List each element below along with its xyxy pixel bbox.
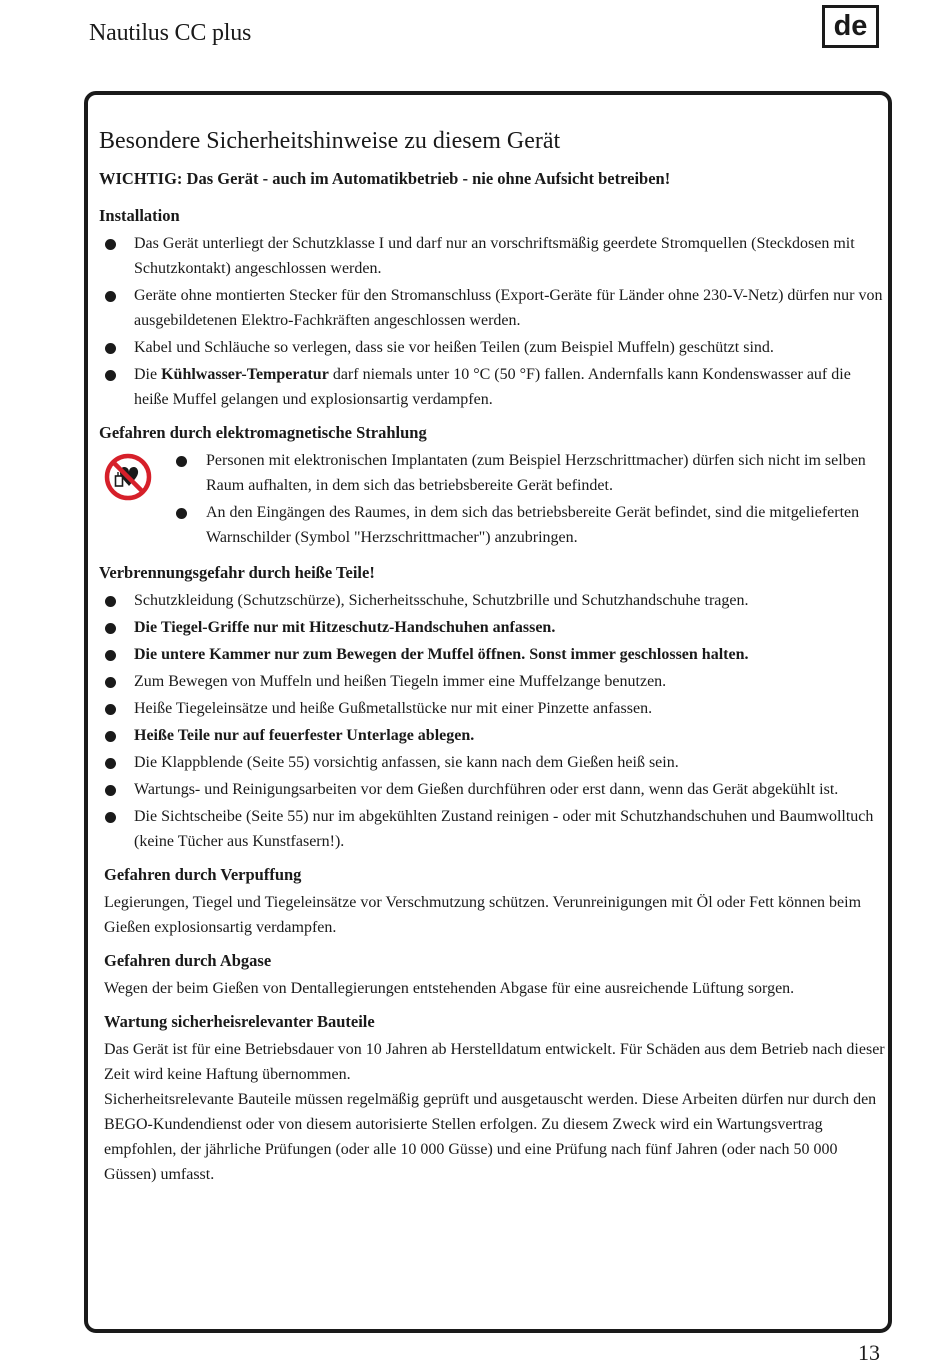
maintenance-text-1: Das Gerät ist für eine Betriebsdauer von 10 Jahren ab Herstelldatum entwickelt. Für Schäden aus dem Betrieb nach dieser Zeit wird keine Haftung übernommen.: [104, 1041, 885, 1083]
list-item: Heiße Tiegeleinsätze und heiße Gußmetallstücke nur mit einer Pinzette anfassen.: [99, 696, 889, 721]
maintenance-heading: Wartung sicherheisrelevanter Bauteile: [104, 1012, 375, 1031]
list-item: Wartungs- und Reinigungsarbeiten vor dem Gießen durchführen oder erst dann, wenn das Gerät abgekühlt ist.: [99, 777, 889, 802]
emr-list: [170, 448, 889, 552]
list-item: Heiße Teile nur auf feuerfester Unterlage ablegen.: [99, 723, 889, 748]
document-title: Nautilus CC plus: [89, 20, 252, 46]
list-item: Kabel und Schläuche so verlegen, dass sie vor heißen Teilen (zum Beispiel Muffeln) geschützt sind.: [99, 335, 889, 360]
coolant-emphasis: Kühlwasser-Temperatur: [161, 366, 329, 383]
list-item: Das Gerät unterliegt der Schutzklasse I und darf nur an vorschriftsmäßig geerdete Stromquellen (Steckdosen mit Schutzkontakt) angeschlossen werden.: [99, 231, 889, 281]
page-number: 13: [858, 1340, 880, 1365]
installation-list: [99, 231, 889, 412]
burns-list: [99, 588, 889, 854]
list-item: Personen mit elektronischen Implantaten (zum Beispiel Herzschrittmacher) dürfen sich nicht im selben Raum aufhalten, in dem sich das betriebsbereite Gerät befindet.: [170, 448, 889, 498]
coolant-prefix: Die: [134, 366, 162, 383]
list-item: [99, 362, 889, 412]
burns-heading: Verbrennungsgefahr durch heiße Teile!: [99, 563, 375, 582]
list-item: Die Tiegel-Griffe nur mit Hitzeschutz-Handschuhen anfassen.: [99, 615, 889, 640]
installation-heading: Installation: [99, 206, 180, 225]
emr-section: [99, 448, 889, 552]
exhaust-text: Wegen der beim Gießen von Dentallegierungen entstehenden Abgase für eine ausreichende Lüftung sorgen.: [104, 980, 795, 997]
no-pacemaker-icon: [103, 452, 153, 502]
maintenance-text-2: Sicherheitsrelevante Bauteile müssen regelmäßig geprüft und ausgetauscht werden. Diese Arbeiten dürfen nur durch den BEGO-Kundendienst oder von diesem autorisierte Stellen erfolgen. Zu diesem Zweck wird ein Wartungsvertrag empfohlen, der jährliche Prüfungen (oder alle 10 000 Güsse) und eine Prüfung nach fünf Jahren (oder nach 50 000 Güssen) umfasst.: [104, 1091, 877, 1183]
emr-heading: Gefahren durch elektromagnetische Strahlung: [99, 423, 427, 442]
content: [99, 128, 889, 1187]
deflagration-heading: Gefahren durch Verpuffung: [104, 865, 302, 884]
exhaust-heading: Gefahren durch Abgase: [104, 951, 272, 970]
list-item: Schutzkleidung (Schutzschürze), Sicherheitsschuhe, Schutzbrille und Schutzhandschuhe tragen.: [99, 588, 889, 613]
list-item: Die Klappblende (Seite 55) vorsichtig anfassen, sie kann nach dem Gießen heiß sein.: [99, 750, 889, 775]
list-item: Zum Bewegen von Muffeln und heißen Tiegeln immer eine Muffelzange benutzen.: [99, 669, 889, 694]
language-badge: de: [822, 5, 879, 48]
list-item: Geräte ohne montierten Stecker für den Stromanschluss (Export-Geräte für Länder ohne 230-V-Netz) dürfen nur von ausgebildetenen Elektro-Fachkräften angeschlossen werden.: [99, 283, 889, 333]
list-item: Die untere Kammer nur zum Bewegen der Muffel öffnen. Sonst immer geschlossen halten.: [99, 642, 889, 667]
deflagration-text: Legierungen, Tiegel und Tiegeleinsätze vor Verschmutzung schützen. Verunreinigungen mit Öl oder Fett können beim Gießen explosionsartig verdampfen.: [104, 894, 862, 936]
section-title: Besondere Sicherheitshinweise zu diesem Gerät: [99, 128, 561, 154]
coolant-suffix: darf niemals unter 10 °C (50 °F) fallen. Andernfalls kann Kondenswasser auf die heiße Muffel gelangen und explosionsartig verdampfen.: [134, 366, 851, 408]
warning-text: WICHTIG: Das Gerät - auch im Automatikbetrieb - nie ohne Aufsicht betreiben!: [99, 169, 671, 188]
list-item: An den Eingängen des Raumes, in dem sich das betriebsbereite Gerät befindet, sind die mitgelieferten Warnschilder (Symbol "Herzschrittmacher") anzubringen.: [170, 500, 889, 550]
list-item: Die Sichtscheibe (Seite 55) nur im abgekühlten Zustand reinigen - oder mit Schutzhandschuhen und Baumwolltuch (keine Tücher aus Kunstfasern!).: [99, 804, 889, 854]
text-block: [99, 862, 889, 1187]
